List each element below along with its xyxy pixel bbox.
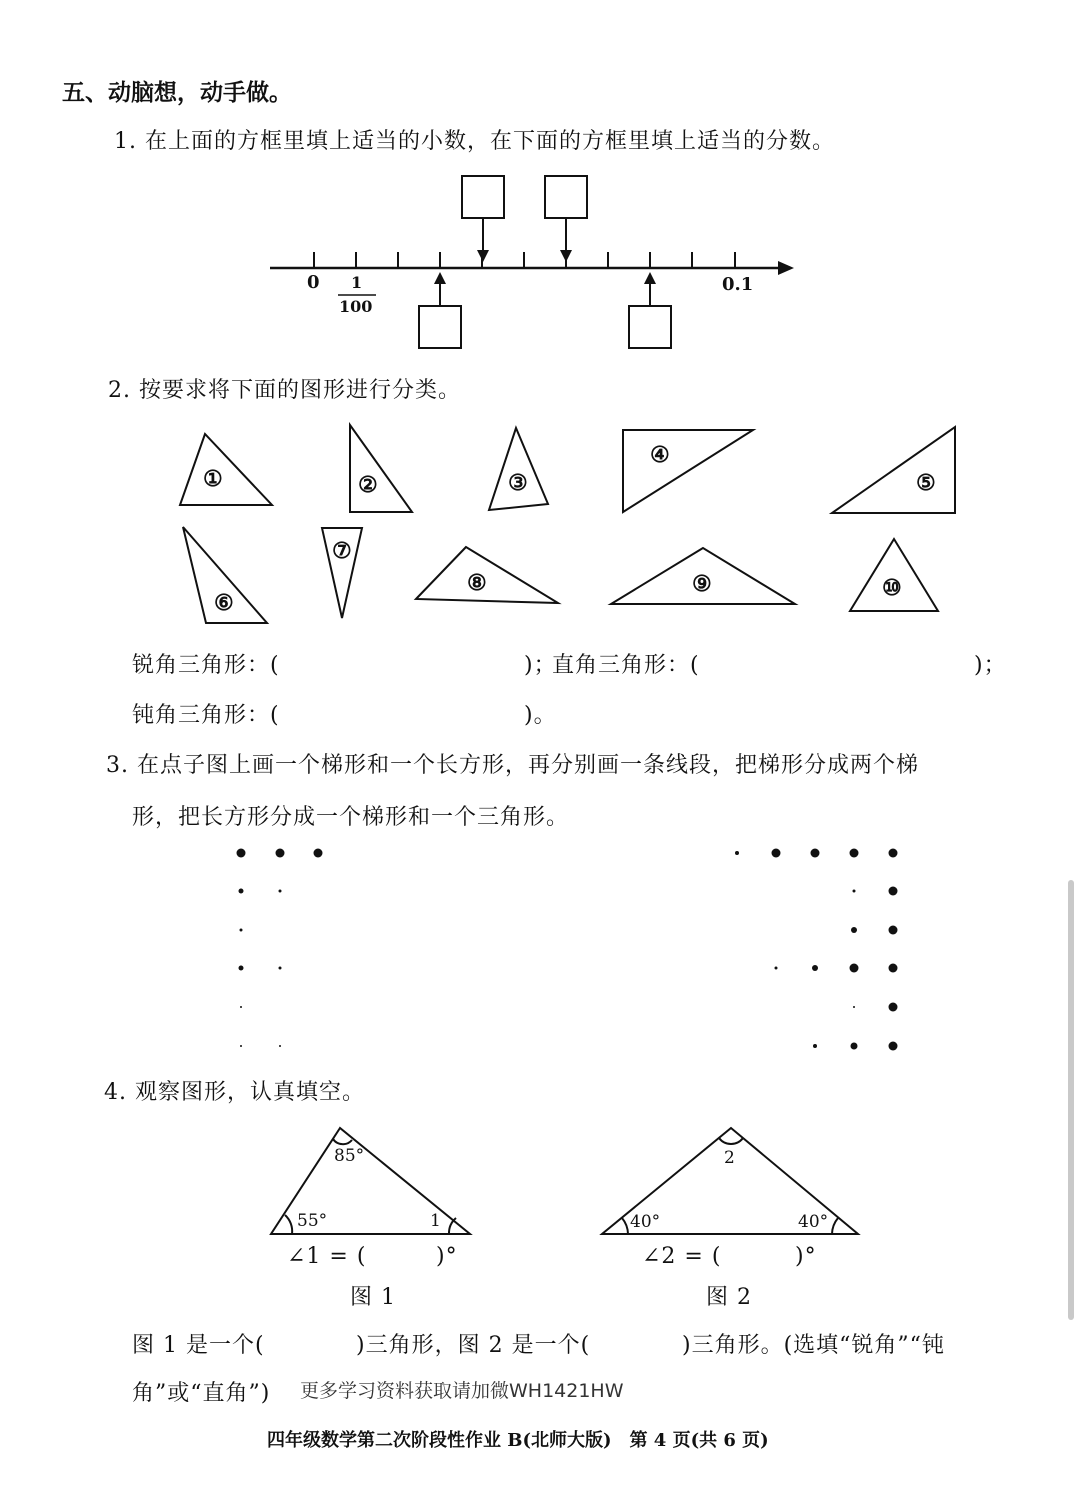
watermark-note: 更多学习资料获取请加微WH1421HW xyxy=(300,1380,624,1402)
q4-line1-b: )三角形，图 2 是一个( xyxy=(356,1333,591,1358)
obtuse-label: 钝角三角形：( xyxy=(132,703,280,728)
q3-line1: 3. 在点子图上画一个梯形和一个长方形，再分别画一条线段，把梯形分成两个梯 xyxy=(106,753,919,778)
fig1-answer: ∠1 = ( xyxy=(287,1244,367,1269)
shape-label-8: ⑧ xyxy=(467,570,487,596)
scrollbar[interactable] xyxy=(1068,880,1074,1320)
q3-line2: 形，把长方形分成一个梯形和一个三角形。 xyxy=(132,805,570,830)
fig1-answer-close: )° xyxy=(436,1244,458,1269)
obtuse-close: )。 xyxy=(524,703,557,728)
angle-arc xyxy=(719,1138,743,1144)
q4-line1-c: )三角形。(选填“锐角”“钝 xyxy=(682,1333,945,1358)
fig1-caption: 图 1 xyxy=(350,1285,396,1310)
acute-label: 锐角三角形：( xyxy=(132,653,280,678)
fig2-answer: ∠2 = ( xyxy=(642,1244,722,1269)
shape-label-4: ④ xyxy=(650,442,670,468)
angle-arc xyxy=(285,1215,292,1234)
q4-line1-a: 图 1 是一个( xyxy=(132,1333,265,1358)
q4-line2-a: 角”或“直角”) xyxy=(132,1381,271,1406)
angle-arc xyxy=(832,1218,838,1234)
shape-label-9: ⑨ xyxy=(692,571,712,597)
right-label: 直角三角形：( xyxy=(552,653,700,678)
q4-text: 4. 观察图形，认真填空。 xyxy=(104,1080,365,1105)
fig1-top-angle: 85° xyxy=(334,1146,365,1166)
fraction-numerator: 1 xyxy=(351,273,363,292)
fig2-caption: 图 2 xyxy=(706,1285,752,1310)
acute-close: )； xyxy=(524,653,557,678)
shape-label-2: ② xyxy=(358,472,378,498)
shape-label-6: ⑥ xyxy=(214,590,234,616)
right-close: )； xyxy=(974,653,1007,678)
angle-arc xyxy=(449,1218,456,1234)
fig2-answer-close: )° xyxy=(795,1244,817,1269)
label-end: 0.1 xyxy=(722,274,754,295)
shape-label-10: ⑩ xyxy=(882,575,902,601)
angle-arc xyxy=(622,1218,628,1234)
fig2-right-angle: 40° xyxy=(798,1212,829,1232)
fig1-right-angle: 1 xyxy=(430,1211,441,1231)
fraction-denominator: 100 xyxy=(339,297,373,316)
q2-text: 2. 按要求将下面的图形进行分类。 xyxy=(108,378,461,403)
section-title: 五、动脑想，动手做。 xyxy=(62,79,292,106)
q1-text: 1. 在上面的方框里填上适当的小数，在下面的方框里填上适当的分数。 xyxy=(114,129,835,154)
fig2-top-angle: 2 xyxy=(724,1148,735,1168)
fig2-left-angle: 40° xyxy=(630,1212,661,1232)
label-zero: 0 xyxy=(307,272,320,293)
angle-arc xyxy=(333,1139,352,1144)
fig1-left-angle: 55° xyxy=(297,1211,328,1231)
shape-label-7: ⑦ xyxy=(332,538,352,564)
shape-label-5: ⑤ xyxy=(916,470,936,496)
shape-label-1: ① xyxy=(203,466,223,492)
page-footer: 四年级数学第二次阶段性作业 B(北师大版) 第 4 页(共 6 页) xyxy=(267,1430,769,1451)
shape-label-3: ③ xyxy=(508,470,528,496)
